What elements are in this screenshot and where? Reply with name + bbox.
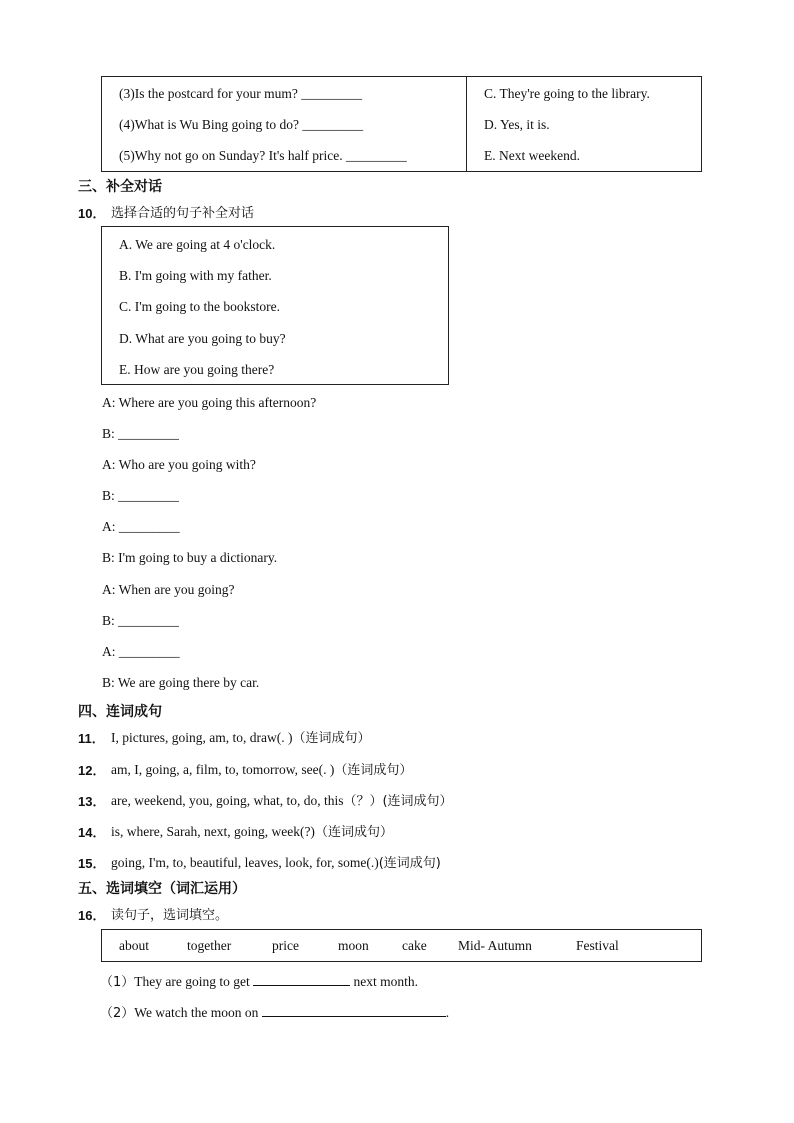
word-list: are, weekend, you, going, what, to, do, this — [111, 793, 344, 808]
word-list: I, pictures, going, am, to, draw(. ) — [111, 730, 293, 745]
question-text-12 — [111, 759, 412, 778]
question-instruction-10: 选择合适的句子补全对话 — [111, 206, 255, 221]
question-number-12: 12． — [78, 763, 106, 778]
word-bank-box — [101, 929, 702, 962]
match-num: (4) — [119, 117, 135, 132]
dialogue-line-6: B: I'm going to buy a dictionary. — [102, 550, 278, 565]
matching-table — [101, 76, 702, 172]
word-bank-item: Mid- Autumn — [458, 938, 532, 953]
question-note: （？）(连词成句） — [343, 794, 453, 809]
dialogue-line-4: B: _________ — [102, 488, 179, 503]
word-bank-item: price — [272, 938, 299, 953]
word-bank-item: moon — [338, 938, 369, 953]
sentence-text: They are going to get — [134, 974, 254, 989]
dialogue-line-5: A: _________ — [102, 519, 180, 534]
option-a: A. We are going at 4 o'clock. — [119, 237, 276, 252]
word-bank-item: about — [119, 938, 149, 953]
dialogue-line-9: A: _________ — [102, 644, 180, 659]
word-list: am, I, going, a, film, to, tomorrow, see(. ) — [111, 762, 335, 777]
question-text-13 — [111, 790, 453, 809]
dialogue-line-8: B: _________ — [102, 613, 179, 628]
sentence-number: （2） — [100, 1006, 135, 1021]
match-num: (3) — [119, 86, 135, 101]
match-left-row-5 — [119, 148, 407, 164]
match-question: Is the postcard for your mum? _________ — [134, 86, 362, 101]
match-question: What is Wu Bing going to do? _________ — [134, 117, 364, 132]
question-note: （连词成句） — [334, 763, 413, 778]
dialogue-line-3: A: Who are you going with? — [102, 457, 256, 472]
question-text-15 — [111, 852, 441, 871]
question-number-15: 15． — [78, 856, 106, 871]
match-question: Why not go on Sunday? It's half price. _________ — [134, 148, 407, 163]
answer-blank[interactable] — [253, 973, 350, 986]
question-number-10: 10． — [78, 206, 106, 221]
sentence-text: . — [445, 1005, 450, 1020]
question-note: （连词成句） — [314, 825, 393, 840]
options-box — [101, 226, 449, 385]
question-text-14 — [111, 821, 393, 840]
sentence-text: next month. — [350, 974, 418, 989]
match-right-row-c: C. They're going to the library. — [484, 86, 650, 101]
word-bank-item: Festival — [576, 938, 619, 953]
section-title-5: 五、选词填空（词汇运用） — [78, 881, 246, 897]
question-text-11 — [111, 727, 370, 746]
question-instruction-16: 读句子，选词填空。 — [111, 908, 229, 923]
option-c: C. I'm going to the bookstore. — [119, 299, 281, 314]
question-note: （连词成句） — [292, 731, 371, 746]
question-number-13: 13． — [78, 794, 106, 809]
dialogue-line-10: B: We are going there by car. — [102, 675, 260, 690]
option-e: E. How are you going there? — [119, 362, 275, 377]
match-right-row-d: D. Yes, it is. — [484, 117, 550, 132]
sentence-number: （1） — [100, 975, 135, 990]
word-list: is, where, Sarah, next, going, week(?) — [111, 824, 315, 839]
fill-sentence-2 — [100, 1002, 449, 1021]
section-title-3: 三、补全对话 — [78, 179, 162, 195]
fill-sentence-1 — [100, 971, 418, 990]
word-list: going, I'm, to, beautiful, leaves, look, for, some(.) — [111, 855, 379, 870]
question-number-16: 16． — [78, 908, 106, 923]
match-left-row-3 — [119, 86, 362, 102]
match-num: (5) — [119, 148, 135, 163]
question-number-11: 11． — [78, 731, 105, 746]
dialogue-line-2: B: _________ — [102, 426, 179, 441]
option-b: B. I'm going with my father. — [119, 268, 272, 283]
match-right-row-e: E. Next weekend. — [484, 148, 580, 163]
section-title-4: 四、连词成句 — [78, 704, 162, 720]
dialogue-line-7: A: When are you going? — [102, 582, 235, 597]
dialogue-line-1: A: Where are you going this afternoon? — [102, 395, 317, 410]
option-d: D. What are you going to buy? — [119, 331, 286, 346]
word-bank-item: cake — [402, 938, 427, 953]
word-bank-item: together — [187, 938, 232, 953]
sentence-text: We watch the moon on — [134, 1005, 262, 1020]
question-note: (连词成句) — [378, 856, 441, 871]
table-divider — [466, 77, 467, 171]
match-left-row-4 — [119, 117, 363, 133]
question-number-14: 14． — [78, 825, 106, 840]
answer-blank[interactable] — [262, 1004, 446, 1017]
